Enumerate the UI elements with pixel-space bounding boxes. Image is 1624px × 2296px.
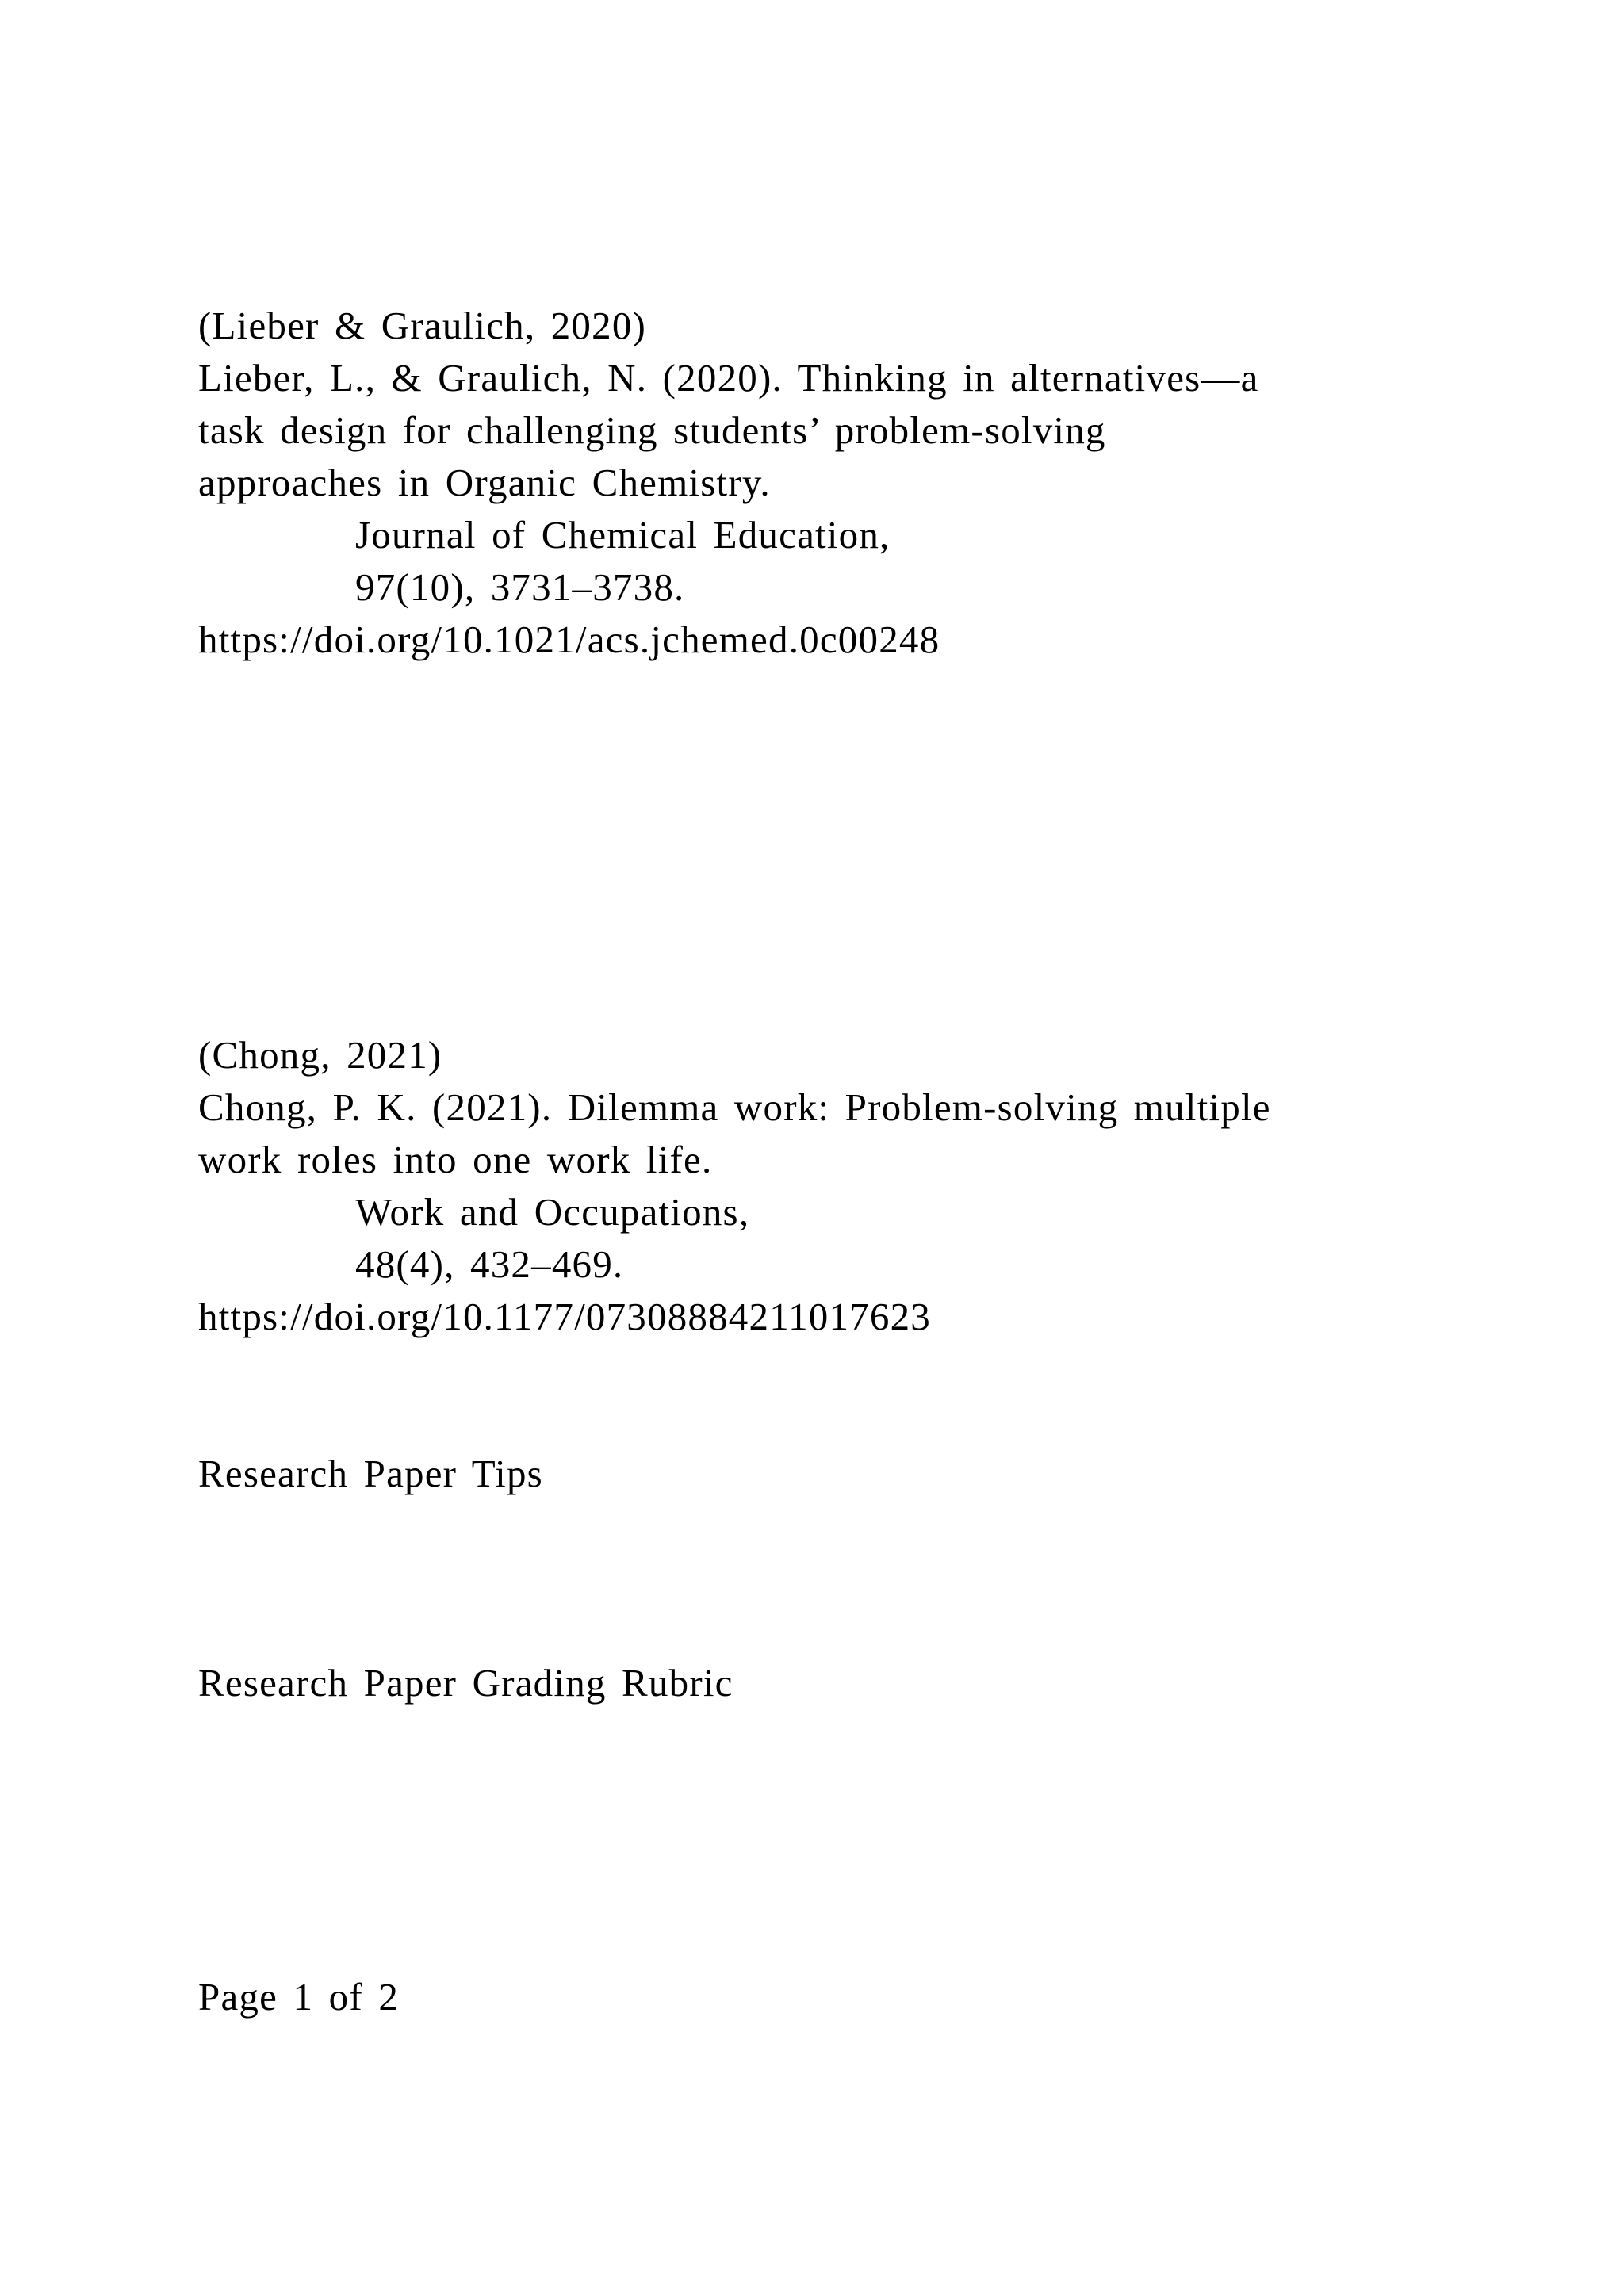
reference-text-line: Chong, P. K. (2021). Dilemma work: Problem-solving multiple xyxy=(198,1085,1271,1129)
in-text-citation: (Lieber & Graulich, 2020) xyxy=(198,304,647,347)
reference-text-line: task design for challenging students’ problem-solving xyxy=(198,408,1106,452)
volume-pages: 97(10), 3731–3738. xyxy=(355,565,685,609)
journal-name: Journal of Chemical Education, xyxy=(355,513,891,557)
in-text-citation: (Chong, 2021) xyxy=(198,1033,442,1077)
volume-pages: 48(4), 432–469. xyxy=(355,1242,624,1286)
reference-text-line: Lieber, L., & Graulich, N. (2020). Thinking in alternatives—a xyxy=(198,356,1259,400)
journal-name: Work and Occupations, xyxy=(355,1190,750,1234)
reference-text-line: approaches in Organic Chemistry. xyxy=(198,461,771,504)
research-paper-tips-link[interactable]: Research Paper Tips xyxy=(198,1452,543,1495)
doi-link[interactable]: https://doi.org/10.1177/07308884211017623 xyxy=(198,1295,931,1338)
page-indicator: Page 1 of 2 xyxy=(198,1975,400,2019)
research-paper-grading-rubric-link[interactable]: Research Paper Grading Rubric xyxy=(198,1661,733,1705)
doi-link[interactable]: https://doi.org/10.1021/acs.jchemed.0c00248 xyxy=(198,618,940,661)
reference-text-line: work roles into one work life. xyxy=(198,1138,713,1181)
